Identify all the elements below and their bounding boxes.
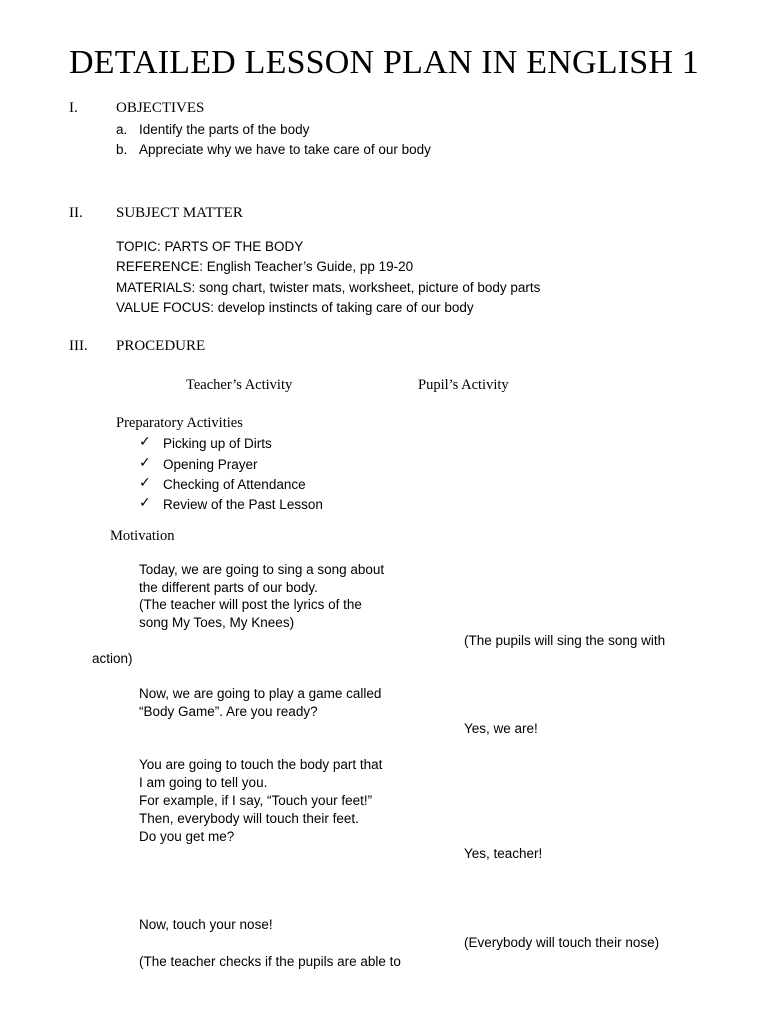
subject-value-focus: VALUE FOCUS: develop instincts of taking care of our body bbox=[116, 300, 474, 315]
pupil-line-wrap: action) bbox=[92, 651, 133, 666]
teacher-line: I am going to tell you. bbox=[139, 775, 268, 790]
section-heading-objectives: OBJECTIVES bbox=[116, 100, 205, 116]
preparatory-item: Checking of Attendance bbox=[163, 477, 306, 492]
teacher-line: Now, touch your nose! bbox=[139, 917, 273, 932]
checkmark-icon: ✓ bbox=[139, 474, 151, 490]
section-heading-procedure: PROCEDURE bbox=[116, 338, 206, 354]
pupil-line: (The pupils will sing the song with bbox=[464, 633, 666, 648]
section-heading-subject-matter: SUBJECT MATTER bbox=[116, 205, 243, 221]
page-title: DETAILED LESSON PLAN IN ENGLISH 1 bbox=[69, 44, 699, 81]
checkmark-icon: ✓ bbox=[139, 494, 151, 510]
teacher-line: the different parts of our body. bbox=[139, 580, 318, 595]
checkmark-icon: ✓ bbox=[139, 433, 151, 449]
teacher-line: “Body Game”. Are you ready? bbox=[139, 704, 318, 719]
section-numeral-objectives: I. bbox=[69, 100, 78, 116]
preparatory-activities-heading: Preparatory Activities bbox=[116, 415, 243, 431]
motivation-heading: Motivation bbox=[110, 528, 175, 544]
teacher-line: song My Toes, My Knees) bbox=[139, 615, 295, 630]
teacher-line: For example, if I say, “Touch your feet!” bbox=[139, 793, 373, 808]
subject-reference: REFERENCE: English Teacher’s Guide, pp 19-20 bbox=[116, 259, 414, 274]
teacher-line: (The teacher will post the lyrics of the bbox=[139, 597, 362, 612]
teacher-line: Now, we are going to play a game called bbox=[139, 686, 382, 701]
objective-marker: b. bbox=[116, 142, 128, 157]
teacher-line: You are going to touch the body part that bbox=[139, 757, 383, 772]
pupil-line: Yes, teacher! bbox=[464, 846, 543, 861]
teacher-line: Do you get me? bbox=[139, 829, 235, 844]
pupil-line: (Everybody will touch their nose) bbox=[464, 935, 660, 950]
teacher-line: Today, we are going to sing a song about bbox=[139, 562, 385, 577]
teacher-activity-column-heading: Teacher’s Activity bbox=[186, 377, 293, 393]
pupil-activity-column-heading: Pupil’s Activity bbox=[418, 377, 509, 393]
subject-topic: TOPIC: PARTS OF THE BODY bbox=[116, 239, 304, 254]
objective-text: Identify the parts of the body bbox=[139, 122, 310, 137]
subject-materials: MATERIALS: song chart, twister mats, worksheet, picture of body parts bbox=[116, 280, 541, 295]
teacher-line: Then, everybody will touch their feet. bbox=[139, 811, 359, 826]
preparatory-item: Review of the Past Lesson bbox=[163, 497, 323, 512]
preparatory-item: Opening Prayer bbox=[163, 457, 258, 472]
teacher-line: (The teacher checks if the pupils are able to bbox=[139, 954, 401, 969]
preparatory-item: Picking up of Dirts bbox=[163, 436, 272, 451]
objective-marker: a. bbox=[116, 122, 128, 137]
section-numeral-procedure: III. bbox=[69, 338, 88, 354]
checkmark-icon: ✓ bbox=[139, 454, 151, 470]
objective-text: Appreciate why we have to take care of our body bbox=[139, 142, 431, 157]
pupil-line: Yes, we are! bbox=[464, 721, 538, 736]
section-numeral-subject-matter: II. bbox=[69, 205, 83, 221]
